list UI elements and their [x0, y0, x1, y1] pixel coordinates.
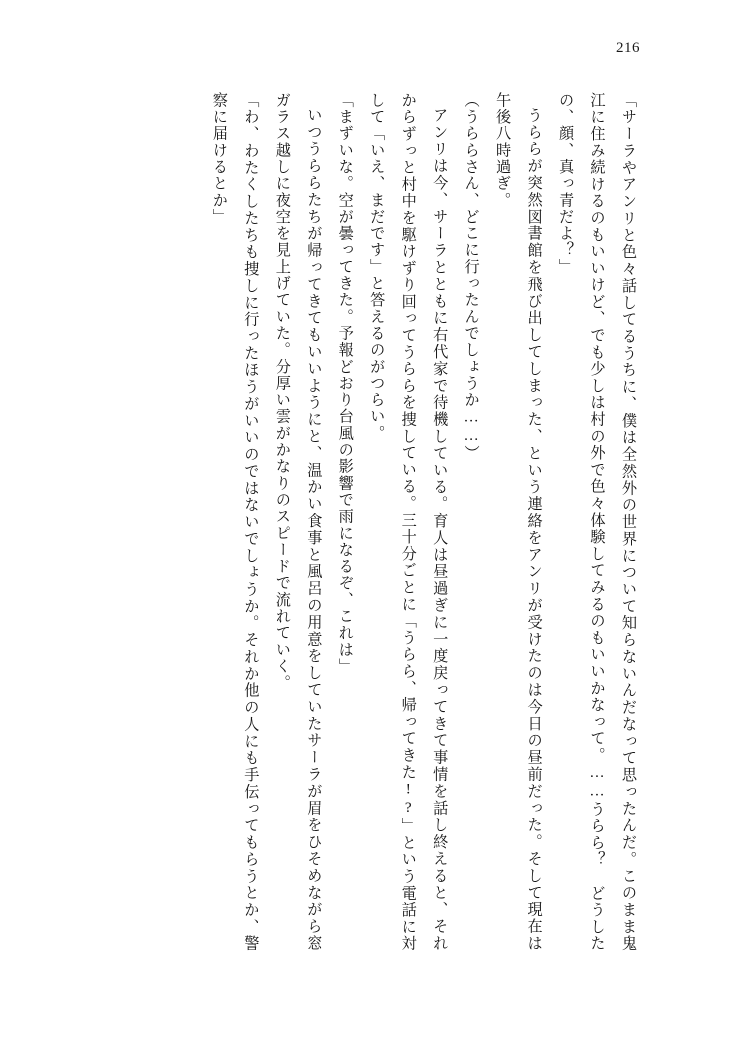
paragraph: いつうららたちが帰ってきてもいいようにと、温かい食事と風呂の用意をしていたサーラが眉をひそめながら窓ガラス越しに夜空を見上げていた。分厚い雲がかなりのスピードで流れていく。 [273, 92, 323, 952]
paragraph: 「サーラやアンリと色々話してるうちに、僕は全然外の世界について知らないんだなって思ったんだ。このまま鬼江に住み続けるのもいいけど、でも少しは村の外で色々体験してみるのもいいかなって。……うらら？ どうしたの、顔、真っ青だよ？」 [557, 92, 637, 952]
page-body-text [96, 92, 644, 952]
page-number: 216 [616, 40, 640, 56]
paragraph: 「わ、わたくしたちも捜しに行ったほうがいいのではないでしょうか。それか他の人にも手伝ってもらうとか、警察に届けるとか」 [210, 92, 260, 952]
paragraph: 「まずいな。空が曇ってきた。予報どおり台風の影響で雨になるぞ、これは」 [336, 92, 354, 675]
paragraph: アンリは今、サーラとともに右代家で待機している。育人は昼過ぎに一度戻ってきて事情を話し終えると、それからずっと村中を駆けずり回ってうららを捜している。三十分ごとに「うらら、帰ってきた!?」という電話に対して「いえ、まだです」と答えるのがつらい。 [368, 92, 449, 952]
paragraph: （うららさん、どこに行ったんでしょうか……） [462, 92, 480, 462]
paragraph: うららが突然図書館を飛び出してしまった、という連絡をアンリが受けたのは今日の昼前だった。そして現在は午後八時過ぎ。 [494, 92, 543, 952]
